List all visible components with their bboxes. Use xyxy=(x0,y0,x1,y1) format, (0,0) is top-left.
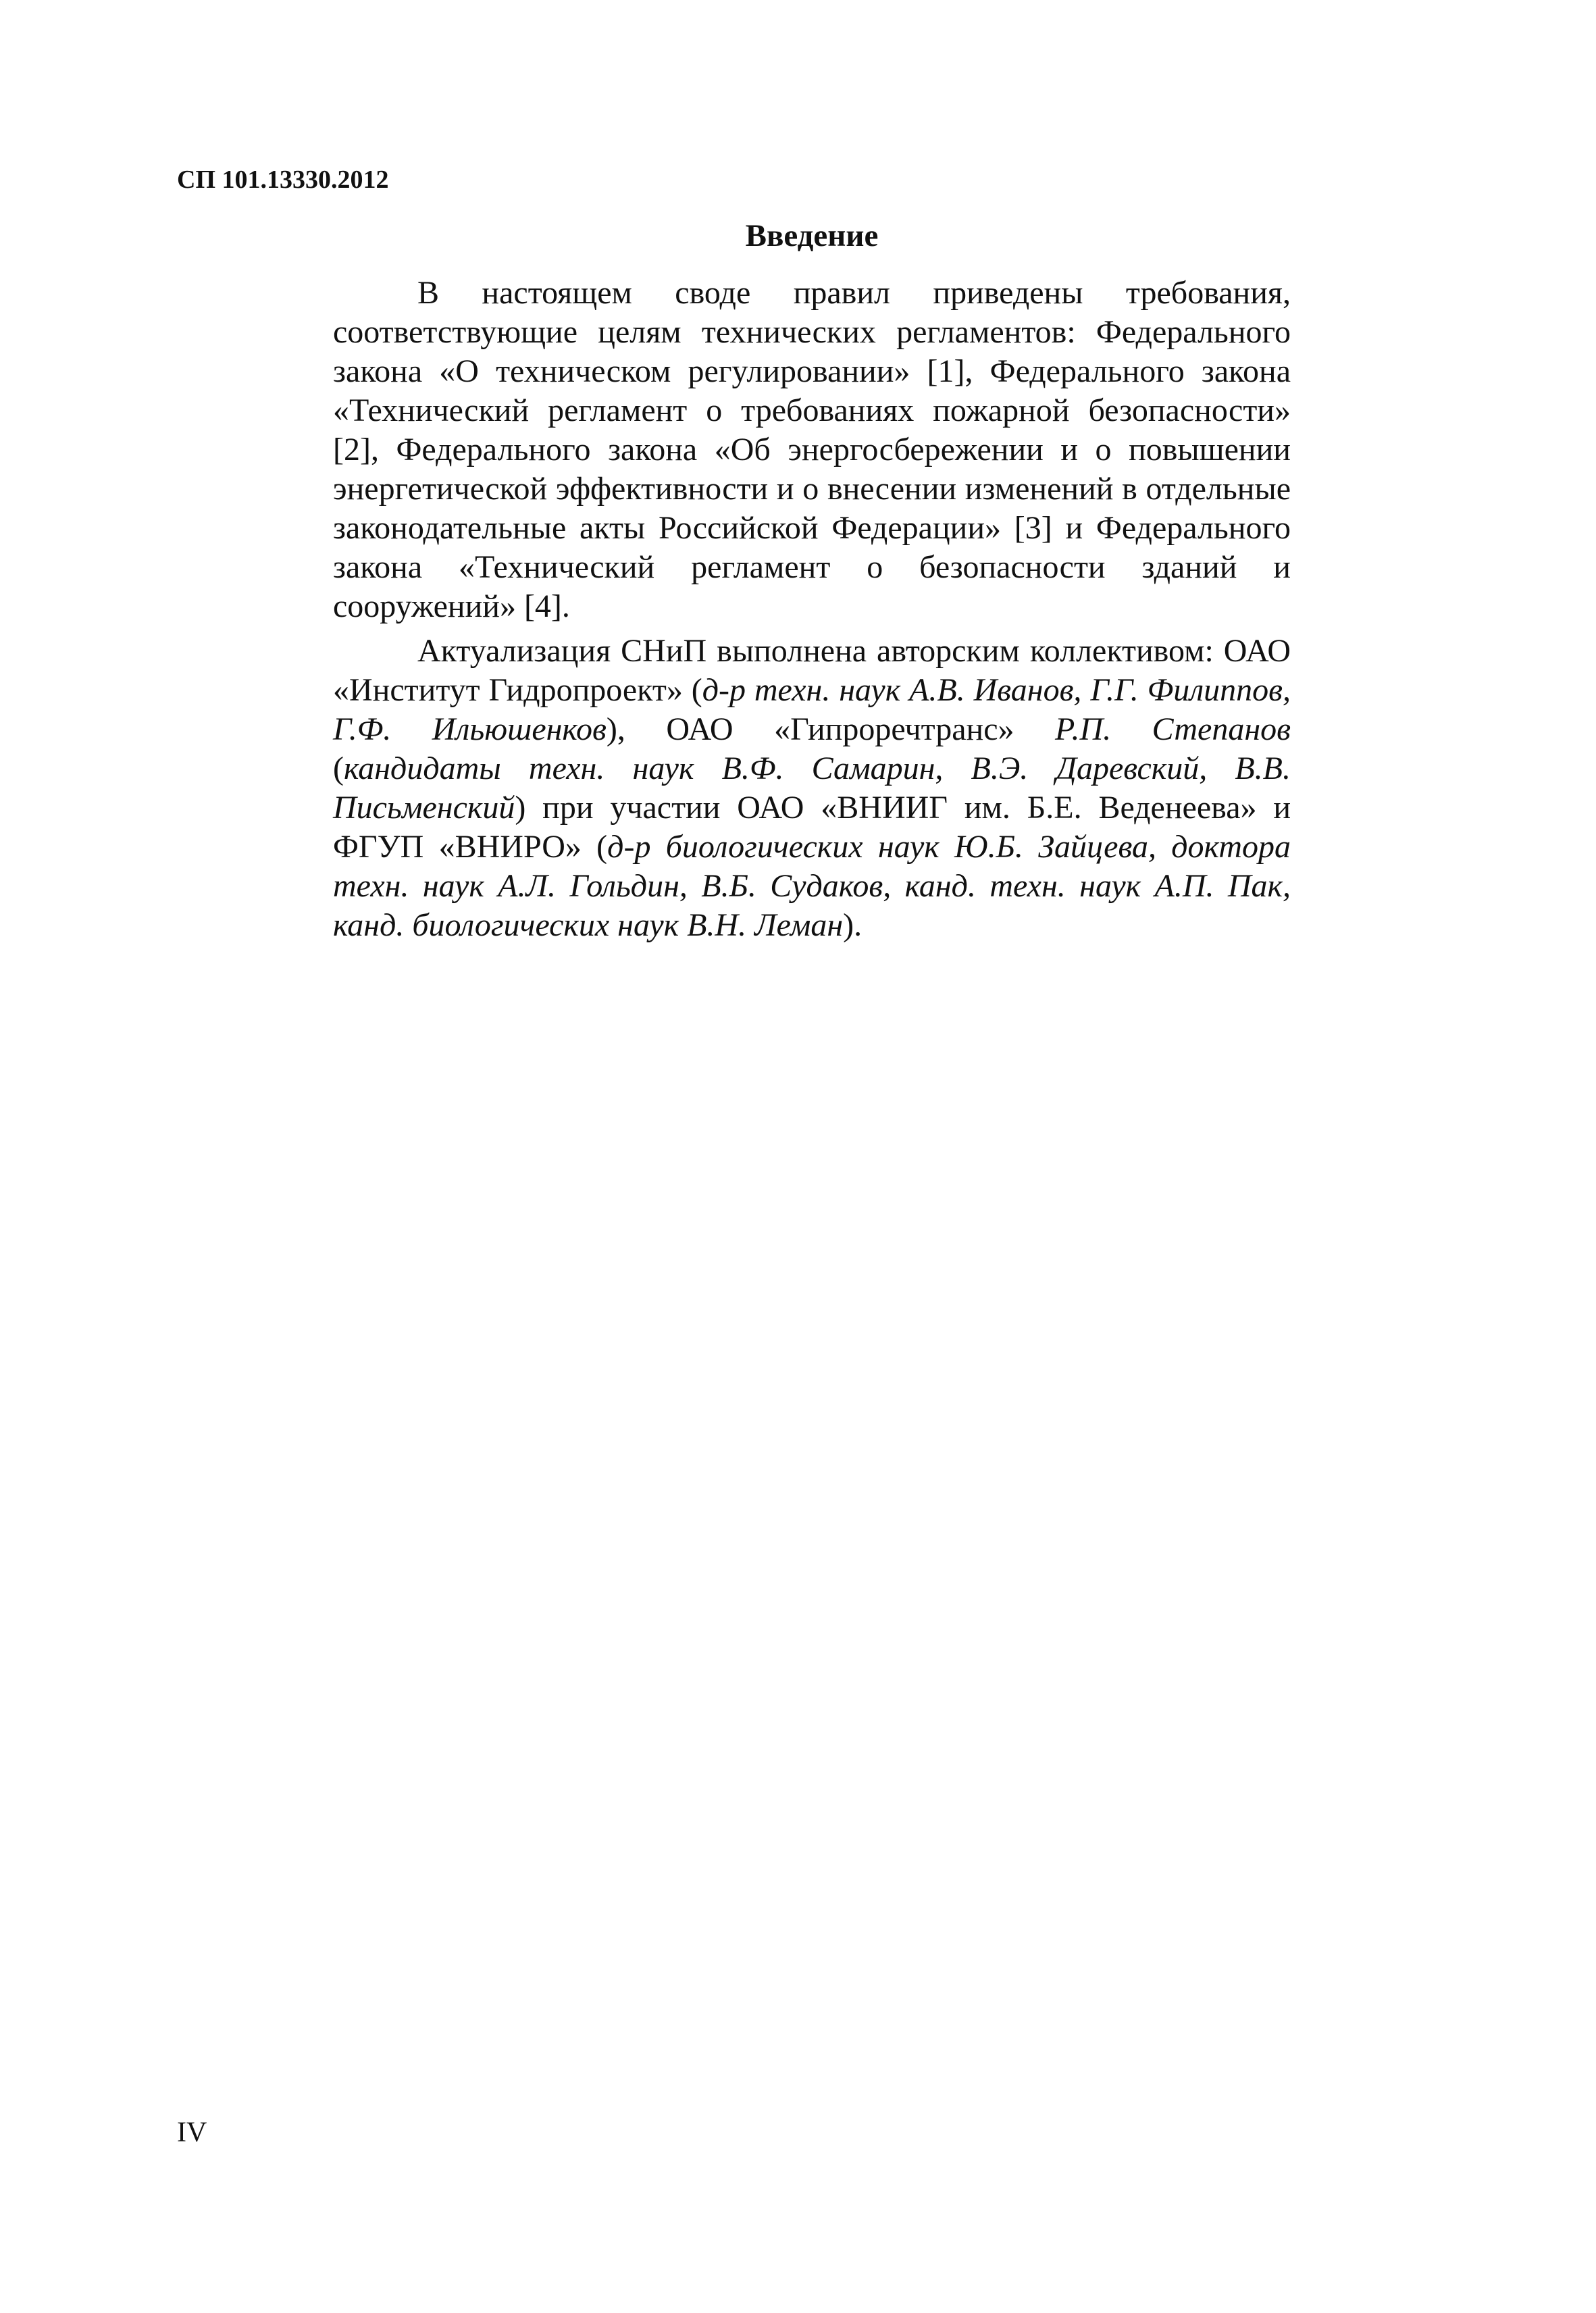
paragraph-authors xyxy=(333,632,1291,945)
page-number: IV xyxy=(177,2117,207,2148)
section-title: Введение xyxy=(745,218,879,253)
document-code: СП 101.13330.2012 xyxy=(177,166,389,194)
document-body xyxy=(333,274,1291,950)
authors-giprorechtrans: Р.П. Степанов xyxy=(1055,711,1291,747)
authors-candidates: кандидаты техн. наук В.Ф. Самарин, В.Э. Даревский, В.В. Письменский xyxy=(333,751,1291,825)
authors-text-1: Актуализация СНиП выполнена авторским коллективом: ОАО «Институт Гидропроект» ( xyxy=(333,633,1291,708)
authors-text-3: ( xyxy=(333,751,344,786)
authors-text-2: ), ОАО «Гипроречтранс» xyxy=(606,711,1055,747)
paragraph-requirements: В настоящем своде правил приведены требования, соответствующие целям технических регламентов: Федерального закона «О техническом регулировании» [1], Федерального закона «Технический регламент о требованиях пожарной безопасности» [2], Федерального закона «Об энергосбережении и о повышении энергетической эффективности и о внесении изменений в отдельные законодательные акты Российской Федерации» [3] и Федерального закона «Технический регламент о безопасности зданий и сооружений» [4]. xyxy=(333,275,1291,624)
authors-gidroproekt: д-р техн. наук А.В. Иванов, Г.Г. Филиппов, Г.Ф. Ильюшенков xyxy=(333,672,1291,747)
authors-text-4: ) при участии ОАО «ВНИИГ им. Б.Е. Веденеева» и ФГУП «ВНИРО» ( xyxy=(333,790,1291,865)
authors-vniro: д-р биологических наук Ю.Б. Зайцева, доктора техн. наук А.Л. Гольдин, В.Б. Судаков, канд. техн. наук А.П. Пак, канд. биологических наук В.Н. Леман xyxy=(333,829,1291,943)
authors-text-5: ). xyxy=(843,907,863,943)
